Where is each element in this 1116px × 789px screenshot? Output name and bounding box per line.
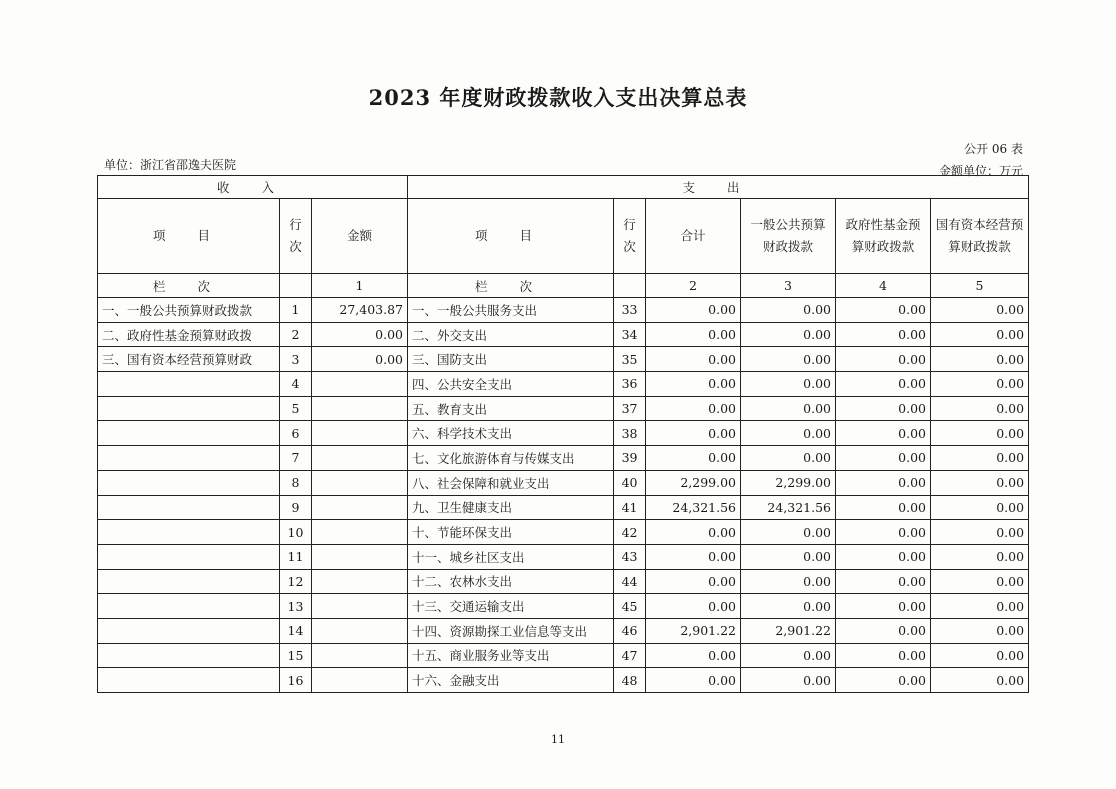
table-row: [98, 396, 1029, 421]
income-item-cell: [98, 520, 280, 545]
income-amount-cell: 0.00: [312, 322, 408, 347]
budget-table: [97, 175, 1029, 693]
gov-fund-amount-cell: 0.00: [836, 396, 931, 421]
income-row-no-cell: 16: [280, 668, 312, 693]
expense-item-cell: 十四、资源勘探工业信息等支出: [408, 618, 614, 643]
gov-fund-amount-cell: 0.00: [836, 495, 931, 520]
total-amount-cell: 0.00: [646, 643, 741, 668]
income-row-no-cell: 12: [280, 569, 312, 594]
income-amount-cell: [312, 495, 408, 520]
expense-item-header: 项 目: [408, 199, 614, 274]
income-amount-cell: [312, 569, 408, 594]
expense-row-no-cell: 46: [614, 618, 646, 643]
table-row: [98, 347, 1029, 372]
expense-row-no-cell: 36: [614, 372, 646, 397]
column-number-3: 3: [741, 274, 836, 298]
gov-fund-amount-cell: 0.00: [836, 569, 931, 594]
general-budget-amount-cell: 0.00: [741, 347, 836, 372]
expense-row-no-cell: 47: [614, 643, 646, 668]
income-item-header: 项 目: [98, 199, 280, 274]
header-row-sections: [98, 176, 1029, 199]
income-item-cell: [98, 569, 280, 594]
income-item-cell: 三、国有资本经营预算财政: [98, 347, 280, 372]
expense-row-no-cell: 33: [614, 298, 646, 323]
general-budget-amount-cell: 0.00: [741, 322, 836, 347]
state-capital-amount-cell: 0.00: [931, 520, 1029, 545]
state-capital-amount-cell: 0.00: [931, 495, 1029, 520]
income-amount-cell: [312, 396, 408, 421]
total-header: 合计: [646, 199, 741, 274]
expense-item-cell: 十六、金融支出: [408, 668, 614, 693]
expense-item-cell: 七、文化旅游体育与传媒支出: [408, 446, 614, 471]
expense-item-cell: 十二、农林水支出: [408, 569, 614, 594]
general-budget-amount-cell: 0.00: [741, 520, 836, 545]
general-budget-amount-cell: 0.00: [741, 446, 836, 471]
general-budget-amount-cell: 0.00: [741, 372, 836, 397]
expense-row-no-cell: 44: [614, 569, 646, 594]
income-item-cell: [98, 446, 280, 471]
page-number: 11: [551, 733, 565, 746]
income-amount-cell: [312, 643, 408, 668]
amount-unit-label: 金额单位：万元: [938, 164, 1023, 178]
total-amount-cell: 0.00: [646, 446, 741, 471]
expense-row-no-cell: 40: [614, 470, 646, 495]
table-row: [98, 495, 1029, 520]
page-title: 2023 年度财政拨款收入支出决算总表: [368, 85, 748, 110]
table-row: [98, 618, 1029, 643]
state-capital-amount-cell: 0.00: [931, 421, 1029, 446]
income-row-no-cell: 3: [280, 347, 312, 372]
income-item-cell: [98, 470, 280, 495]
income-row-no-cell: 10: [280, 520, 312, 545]
total-amount-cell: 0.00: [646, 347, 741, 372]
expense-section-header: 支 出: [408, 176, 1029, 199]
gov-fund-amount-cell: 0.00: [836, 322, 931, 347]
income-column-label: 栏 次: [98, 274, 280, 298]
general-budget-amount-cell: 0.00: [741, 396, 836, 421]
gov-fund-amount-cell: 0.00: [836, 421, 931, 446]
general-budget-amount-cell: 2,299.00: [741, 470, 836, 495]
income-amount-cell: [312, 446, 408, 471]
general-budget-amount-cell: 0.00: [741, 544, 836, 569]
total-amount-cell: 0.00: [646, 298, 741, 323]
form-number: 公开 06 表: [964, 142, 1023, 156]
general-budget-amount-cell: 2,901.22: [741, 618, 836, 643]
income-item-cell: [98, 421, 280, 446]
general-budget-amount-cell: 0.00: [741, 668, 836, 693]
total-amount-cell: 0.00: [646, 421, 741, 446]
table-row: [98, 594, 1029, 619]
income-row-no-cell: 1: [280, 298, 312, 323]
total-amount-cell: 0.00: [646, 396, 741, 421]
gov-fund-amount-cell: 0.00: [836, 347, 931, 372]
header-row-column-numbers: [98, 274, 1029, 298]
state-capital-amount-cell: 0.00: [931, 396, 1029, 421]
expense-row-no-cell: 34: [614, 322, 646, 347]
general-budget-amount-cell: 0.00: [741, 643, 836, 668]
income-row-no-cell: 15: [280, 643, 312, 668]
income-item-cell: [98, 643, 280, 668]
gov-fund-amount-cell: 0.00: [836, 520, 931, 545]
income-row-no-cell: 6: [280, 421, 312, 446]
expense-item-cell: 十、节能环保支出: [408, 520, 614, 545]
income-row-no-cell: 9: [280, 495, 312, 520]
income-item-cell: [98, 618, 280, 643]
general-budget-amount-cell: 0.00: [741, 298, 836, 323]
table-row: [98, 372, 1029, 397]
state-capital-amount-cell: 0.00: [931, 446, 1029, 471]
expense-item-cell: 六、科学技术支出: [408, 421, 614, 446]
expense-item-cell: 二、外交支出: [408, 322, 614, 347]
state-capital-amount-cell: 0.00: [931, 544, 1029, 569]
state-capital-amount-cell: 0.00: [931, 643, 1029, 668]
income-item-cell: [98, 372, 280, 397]
state-capital-amount-cell: 0.00: [931, 594, 1029, 619]
state-capital-amount-cell: 0.00: [931, 298, 1029, 323]
income-amount-cell: [312, 470, 408, 495]
expense-row-no-header: 行次: [614, 199, 646, 274]
state-capital-amount-cell: 0.00: [931, 668, 1029, 693]
income-item-cell: [98, 544, 280, 569]
total-amount-cell: 0.00: [646, 520, 741, 545]
expense-row-no-cell: 38: [614, 421, 646, 446]
table-row: [98, 520, 1029, 545]
income-amount-cell: [312, 372, 408, 397]
general-budget-amount-cell: 0.00: [741, 569, 836, 594]
state-capital-amount-cell: 0.00: [931, 322, 1029, 347]
table-row: [98, 298, 1029, 323]
general-budget-header: 一般公共预算财政拨款: [741, 199, 836, 274]
expense-item-cell: 五、教育支出: [408, 396, 614, 421]
gov-fund-amount-cell: 0.00: [836, 668, 931, 693]
income-amount-cell: 27,403.87: [312, 298, 408, 323]
total-amount-cell: 2,901.22: [646, 618, 741, 643]
income-item-cell: 一、一般公共预算财政拨款: [98, 298, 280, 323]
expense-row-no-cell: 39: [614, 446, 646, 471]
income-section-header: 收 入: [98, 176, 408, 199]
column-number-1: 1: [312, 274, 408, 298]
expense-item-cell: 一、一般公共服务支出: [408, 298, 614, 323]
total-amount-cell: 0.00: [646, 668, 741, 693]
expense-row-no-cell: 37: [614, 396, 646, 421]
state-capital-amount-cell: 0.00: [931, 569, 1029, 594]
income-amount-cell: [312, 421, 408, 446]
total-amount-cell: 0.00: [646, 569, 741, 594]
income-amount-header: 金额: [312, 199, 408, 274]
total-amount-cell: 2,299.00: [646, 470, 741, 495]
general-budget-amount-cell: 0.00: [741, 594, 836, 619]
column-number-5: 5: [931, 274, 1029, 298]
income-item-cell: 二、政府性基金预算财政拨: [98, 322, 280, 347]
income-row-no-cell: 14: [280, 618, 312, 643]
expense-item-cell: 十五、商业服务业等支出: [408, 643, 614, 668]
column-number-4: 4: [836, 274, 931, 298]
table-row: [98, 421, 1029, 446]
gov-fund-amount-cell: 0.00: [836, 643, 931, 668]
table-row: [98, 322, 1029, 347]
income-amount-cell: [312, 544, 408, 569]
income-row-no-cell: 13: [280, 594, 312, 619]
expense-item-cell: 八、社会保障和就业支出: [408, 470, 614, 495]
state-capital-amount-cell: 0.00: [931, 372, 1029, 397]
income-amount-cell: [312, 520, 408, 545]
income-row-no-cell: 2: [280, 322, 312, 347]
state-capital-amount-cell: 0.00: [931, 470, 1029, 495]
gov-fund-amount-cell: 0.00: [836, 618, 931, 643]
expense-item-cell: 十一、城乡社区支出: [408, 544, 614, 569]
expense-row-no-cell: 43: [614, 544, 646, 569]
table-row: [98, 446, 1029, 471]
total-amount-cell: 24,321.56: [646, 495, 741, 520]
total-amount-cell: 0.00: [646, 372, 741, 397]
income-row-no-cell: 8: [280, 470, 312, 495]
total-amount-cell: 0.00: [646, 544, 741, 569]
gov-fund-amount-cell: 0.00: [836, 372, 931, 397]
unit-label: 单位：浙江省邵逸夫医院: [104, 158, 237, 172]
income-item-cell: [98, 668, 280, 693]
expense-row-no-cell: 45: [614, 594, 646, 619]
state-capital-amount-cell: 0.00: [931, 347, 1029, 372]
total-amount-cell: 0.00: [646, 322, 741, 347]
table-row: [98, 569, 1029, 594]
expense-item-cell: 三、国防支出: [408, 347, 614, 372]
table-row: [98, 544, 1029, 569]
expense-row-no-cell: 41: [614, 495, 646, 520]
income-item-cell: [98, 594, 280, 619]
state-capital-amount-cell: 0.00: [931, 618, 1029, 643]
income-amount-cell: [312, 618, 408, 643]
gov-fund-amount-cell: 0.00: [836, 470, 931, 495]
general-budget-amount-cell: 24,321.56: [741, 495, 836, 520]
gov-fund-header: 政府性基金预算财政拨款: [836, 199, 931, 274]
gov-fund-amount-cell: 0.00: [836, 298, 931, 323]
income-item-cell: [98, 495, 280, 520]
expense-row-no-cell: 35: [614, 347, 646, 372]
income-amount-cell: 0.00: [312, 347, 408, 372]
income-row-no-cell: 7: [280, 446, 312, 471]
expense-item-cell: 四、公共安全支出: [408, 372, 614, 397]
table-row: [98, 643, 1029, 668]
gov-fund-amount-cell: 0.00: [836, 446, 931, 471]
expense-item-cell: 九、卫生健康支出: [408, 495, 614, 520]
income-row-no-cell: 5: [280, 396, 312, 421]
table-row: [98, 470, 1029, 495]
expense-row-no-cell: 48: [614, 668, 646, 693]
table-row: [98, 668, 1029, 693]
expense-column-label: 栏 次: [408, 274, 614, 298]
income-item-cell: [98, 396, 280, 421]
income-row-no-header: 行次: [280, 199, 312, 274]
general-budget-amount-cell: 0.00: [741, 421, 836, 446]
column-number-2: 2: [646, 274, 741, 298]
income-amount-cell: [312, 594, 408, 619]
expense-item-cell: 十三、交通运输支出: [408, 594, 614, 619]
gov-fund-amount-cell: 0.00: [836, 544, 931, 569]
total-amount-cell: 0.00: [646, 594, 741, 619]
gov-fund-amount-cell: 0.00: [836, 594, 931, 619]
income-row-no-cell: 4: [280, 372, 312, 397]
header-row-columns: [98, 199, 1029, 274]
income-amount-cell: [312, 668, 408, 693]
income-row-no-cell: 11: [280, 544, 312, 569]
state-capital-header: 国有资本经营预算财政拨款: [931, 199, 1029, 274]
expense-row-no-cell: 42: [614, 520, 646, 545]
